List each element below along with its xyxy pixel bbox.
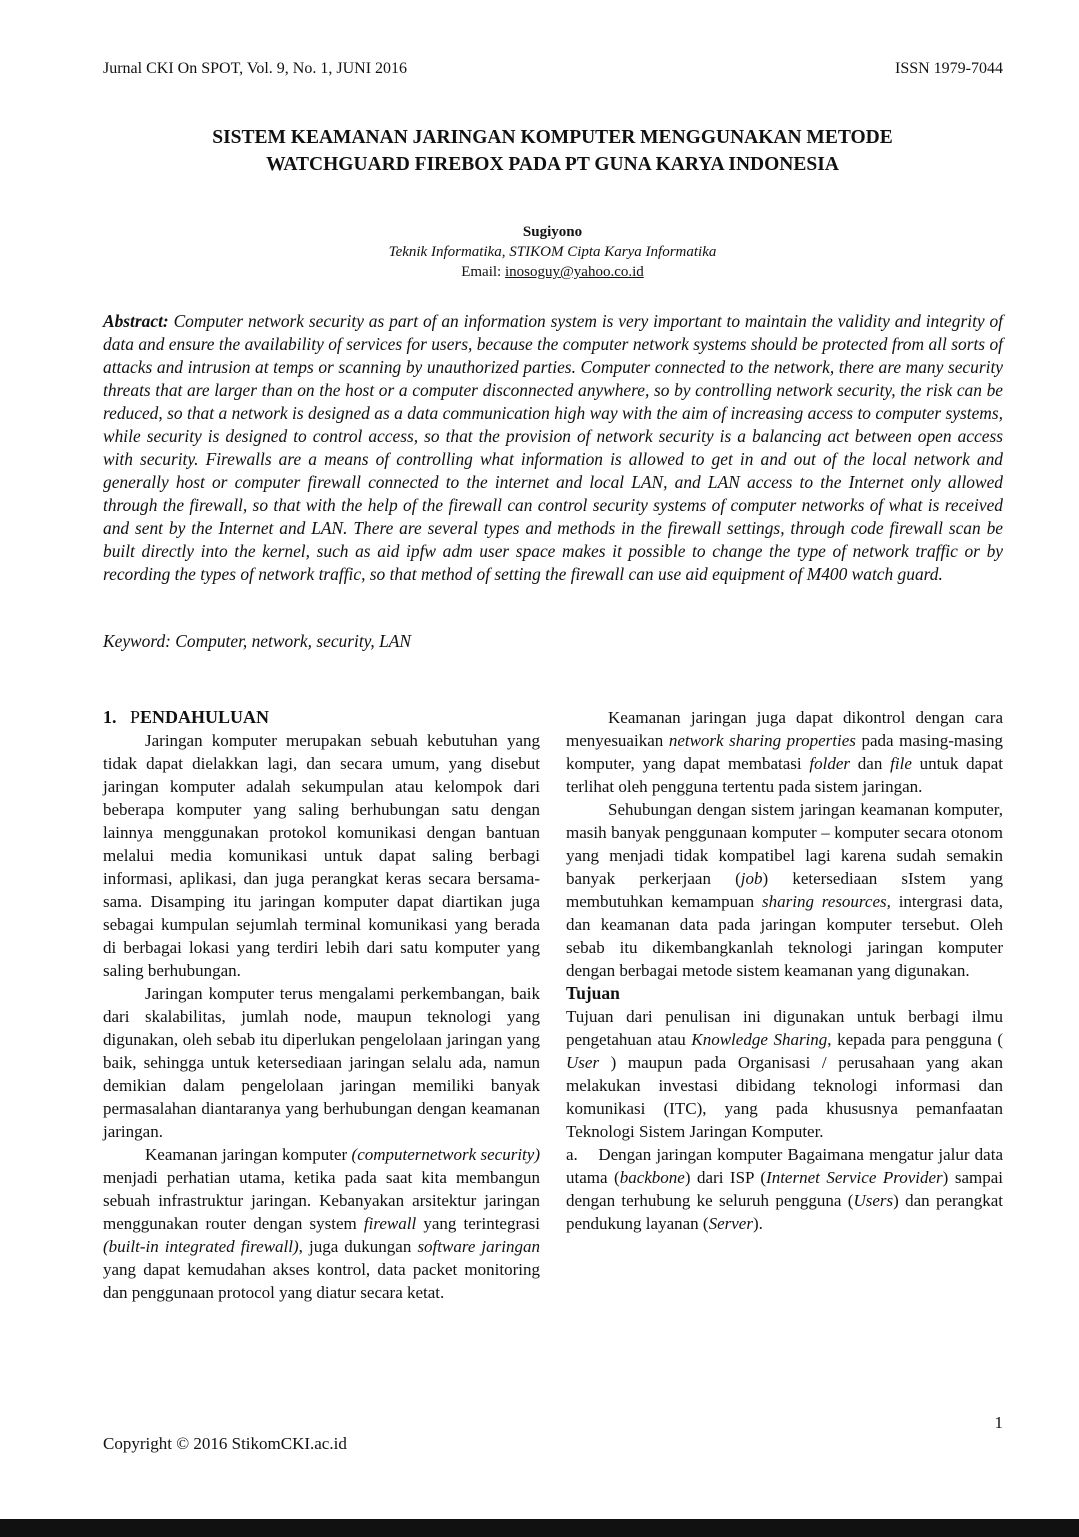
section-number: 1. xyxy=(103,707,117,727)
item-a-italic-8: Server xyxy=(708,1214,753,1233)
item-a-italic-2: backbone xyxy=(619,1168,685,1187)
p5-text-a: Sehubungan dengan sistem jaringan keamanan komputer, masih banyak penggunaan komputer – komputer secara otonom yang menjadi tidak kompatibel lagi karena sudah semakin banyak perkerjaan ( xyxy=(566,800,1003,888)
p4-italic-d: folder xyxy=(809,754,851,773)
p3-text-g: , juga dukungan xyxy=(298,1237,418,1256)
item-a-italic-6: Users xyxy=(853,1191,894,1210)
p4-text-e: dan xyxy=(850,754,891,773)
bottom-bar xyxy=(0,1519,1079,1537)
p4-text-c: pada masing-masing komputer, yang dapat membatasi xyxy=(566,731,1004,773)
paragraph-2: Jaringan komputer terus mengalami perkembangan, baik dari skalabilitas, jumlah node, maupun teknologi yang digunakan, oleh sebab itu diperlukan pengelolaan jaringan yang baik, sehingga untuk ketersediaan jaringan selalu ada, namun demikian dalam pengelolaan jaringan memiliki banyak permasalahan diantaranya yang berhubungan dengan keamanan jaringan. xyxy=(103,984,540,1141)
title-line-1: SISTEM KEAMANAN JARINGAN KOMPUTER MENGGUNAKAN METODE xyxy=(212,127,893,148)
keywords: Keyword: Computer, network, security, LAN xyxy=(103,631,412,651)
paragraph-1: Jaringan komputer merupakan sebuah kebutuhan yang tidak dapat dielakkan lagi, dan secara umum, yang disebut jaringan komputer adalah sekumpulan atau kelompok dari beberapa komputer yang saling berhubungan satu dengan lainnya menggunakan protokol komunikasi dengan bantuan melalui media komunikasi untuk dapat saling berbagi informasi, aplikasi, dan juga perangkat keras secara bersama-sama. Disamping itu jaringan komputer dapat diartikan juga sebagai kumpulan sejumlah terminal komunikasi yang berada di berbagai lokasi yang terdiri lebih dari satu komputer yang saling berhubungan. xyxy=(103,731,540,980)
author-email-line xyxy=(0,262,1079,282)
paragraph-5 xyxy=(566,798,1003,982)
author-block xyxy=(0,222,1079,282)
item-a-text-9: ). xyxy=(752,1214,763,1233)
section-title-rest: ENDAHULUAN xyxy=(140,707,270,727)
journal-header: Jurnal CKI On SPOT, Vol. 9, No. 1, JUNI 2016 xyxy=(103,60,408,77)
email-link[interactable]: inosoguy@yahoo.co.id xyxy=(504,264,644,280)
item-a-text-5: ) sampai dengan terhubung ke seluruh pengguna ( xyxy=(566,1168,1003,1210)
section-title-initial: P xyxy=(130,707,141,727)
issn-header: ISSN 1979-7044 xyxy=(894,60,1003,77)
p3-text-e: yang terintegrasi xyxy=(416,1214,541,1233)
title-line-2: WATCHGUARD FIREBOX PADA PT GUNA KARYA INDONESIA xyxy=(266,154,839,175)
tujuan-paragraph xyxy=(566,1005,1003,1143)
section-heading xyxy=(103,706,540,729)
paragraph-4 xyxy=(566,706,1003,798)
p4-italic-b: network sharing properties xyxy=(668,731,856,750)
right-column xyxy=(566,706,1003,1235)
abstract-label: Abstract: xyxy=(103,311,169,331)
copyright: Copyright © 2016 StikomCKI.ac.id xyxy=(103,1434,347,1453)
item-a-text-1: Dengan jaringan komputer Bagaimana mengatur jalur data utama ( xyxy=(566,1145,1004,1187)
p5-text-e: intergrasi data, dan keamanan data pada jaringan komputer tersebut. Oleh sebab itu dikembangkanlah teknologi jaringan komputer dengan berbagai metode sistem keamanan yang digunakan. xyxy=(566,892,1003,980)
paragraph-3 xyxy=(103,1143,540,1304)
paper-title xyxy=(80,124,1025,178)
tujuan-item-a xyxy=(566,1143,1003,1235)
p3-italic-b: (computernetwork security) xyxy=(351,1145,540,1164)
tujuan-heading: Tujuan xyxy=(566,983,620,1003)
p4-text-g: untuk dapat terlihat oleh pengguna tertentu pada sistem jaringan. xyxy=(566,754,1003,796)
p4-italic-f: file xyxy=(890,754,912,773)
tujuan-text-c: , kepada para pengguna ( xyxy=(827,1030,1003,1049)
author-name: Sugiyono xyxy=(522,224,583,240)
abstract-text: Computer network security as part of an information system is very important to maintain the validity and integrity of data and ensure the availability of services for users, because the computer network systems should be protected from all sorts of attacks and intrusion at temps or scanning by unauthorized parties. Computer connected to the network, there are many security threats that are larger than on the host or a computer disconnected anywhere, so by controlling network security, the risk can be reduced, so that a network is designed as a data communication high way with the aim of increasing access to computer systems, while security is designed to control access, so that the provision of network security is a balancing act between open access with security. Firewalls are a means of controlling what information is allowed to get in and out of the local network and generally host or computer firewall connected to the internet and local LAN, and LAN access to the Internet only allowed through the firewall, so that with the help of the firewall can control security systems of computer networks of what is received and sent by the Internet and LAN. There are several types and methods in the firewall settings, through code firewall scan be built directly into the kernel, such as aid ipfw adm user space makes it possible to change the type of network traffic or by recording the types of network traffic, so that method of setting the firewall can use aid equipment of M400 watch guard. xyxy=(103,311,1004,584)
p3-text-a: Keamanan jaringan komputer xyxy=(145,1145,352,1164)
item-a-prefix: a. xyxy=(566,1145,578,1164)
item-a-italic-4: Internet Service Provider xyxy=(766,1168,943,1187)
p5-text-c: ) ketersediaan sIstem yang membutuhkan kemampuan xyxy=(566,869,1003,911)
author-affiliation: Teknik Informatika, STIKOM Cipta Karya Informatika xyxy=(388,244,717,260)
left-column xyxy=(103,706,540,1304)
tujuan-text-e: ) maupun pada Organisasi / perusahaan yang akan melakukan investasi dibidang teknologi informasi dan komunikasi (ITC), yang pada khususnya pemanfaatan Teknologi Sistem Jaringan Komputer. xyxy=(566,1053,1003,1141)
p5-italic-d: sharing resources, xyxy=(762,892,891,911)
p4-text-a: Keamanan jaringan juga dapat dikontrol dengan cara menyesuaikan xyxy=(566,708,1003,750)
p3-italic-f: (built-in integrated firewall) xyxy=(103,1237,299,1256)
p5-italic-b: job xyxy=(740,869,763,888)
email-label: Email: xyxy=(461,264,505,280)
p3-text-i: yang dapat kemudahan akses kontrol, data packet monitoring dan penggunaan protocol yang diatur secara ketat. xyxy=(103,1260,540,1302)
tujuan-text-a: Tujuan dari penulisan ini digunakan untuk berbagi ilmu pengetahuan atau xyxy=(566,1007,1003,1049)
p3-italic-d: firewall xyxy=(363,1214,417,1233)
page-number: 1 xyxy=(994,1413,1003,1432)
p3-text-c: menjadi perhatian utama, ketika pada saat kita membangun sebuah infrastruktur jaringan. Kebanyakan arsitektur jaringan menggunakan router dengan system xyxy=(103,1168,540,1233)
abstract xyxy=(103,310,1003,586)
p3-italic-h: software jaringan xyxy=(417,1237,540,1256)
tujuan-italic-b: Knowledge Sharing xyxy=(691,1030,828,1049)
item-a-text-7: ) dan perangkat pendukung layanan ( xyxy=(566,1191,1003,1233)
tujuan-italic-d: User xyxy=(566,1053,600,1072)
item-a-text-3: ) dari ISP ( xyxy=(684,1168,767,1187)
